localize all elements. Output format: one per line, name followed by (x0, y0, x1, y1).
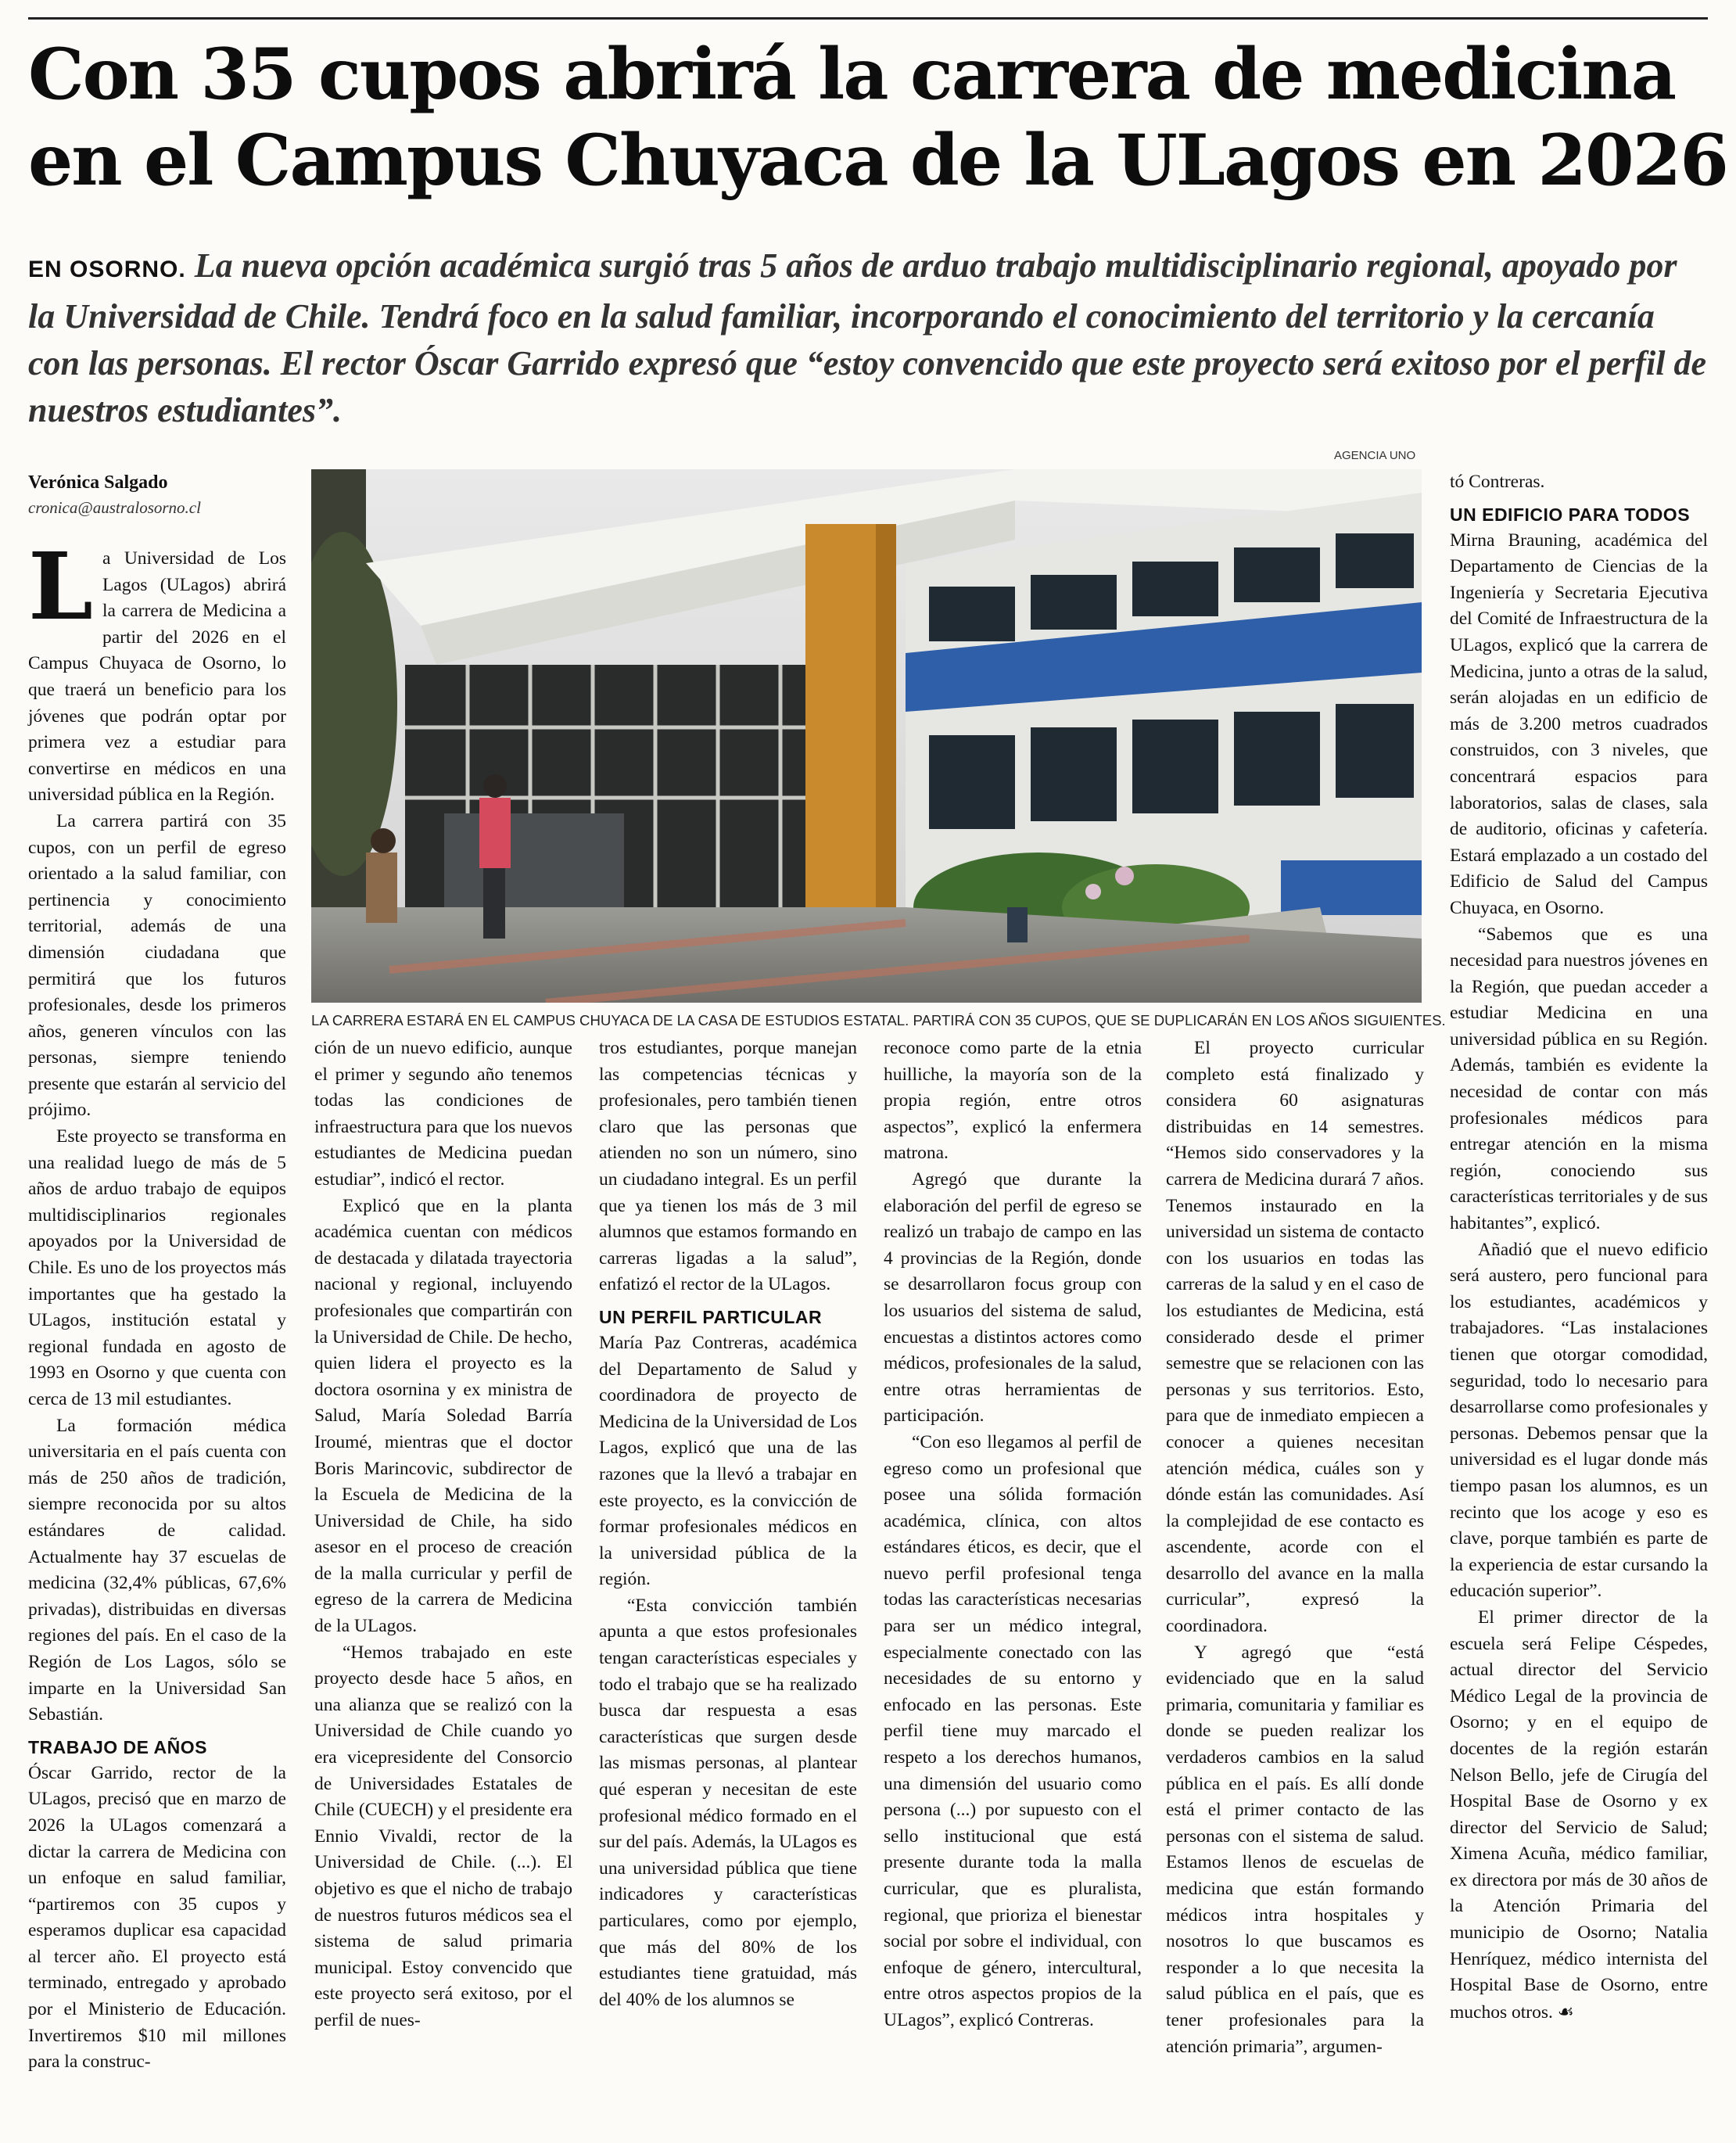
lead-text: La nueva opción académica surgió tras 5 años de arduo trabajo multidisciplinario regional, apoyado por la Universidad de Chile. Tendrá foco en la salud familiar, incorporando el conocimiento del territorio y la cercanía con las personas. El rector Óscar Garrido expresó que “estoy convencido que este proyecto será exitoso por el perfil de nuestros estudiantes”. (28, 246, 1706, 429)
lead-kicker: EN OSORNO. (28, 257, 186, 282)
photo-caption: LA CARRERA ESTARÁ EN EL CAMPUS CHUYACA DE LA CASA DE ESTUDIOS ESTATAL. PARTIRÁ CON 35 CUPOS, QUE SE DUPLICARÁN EN LOS AÑOS SIGUIENTES. (311, 1012, 1446, 1028)
paragraph: “Con eso llegamos al perfil de egreso como un profesional que posee una sólida formación académica, clínica, con altos estándares éticos, es decir, que el nuevo perfil profesional tenga todas las características necesarias para ser un médico integral, especialmente conectado con las necesidades de su entorno y enfocado en las personas. Este perfil tiene muy marcado el respeto a los derechos humanos, una dimensión del usuario como persona (...) por supuesto con el sello institucional que está presente durante toda la malla curricular, que es pluralista, regional, que prioriza el bienestar social por sobre el individual, con enfoque de género, intercultural, entre otros aspectos propios de la ULagos”, explicó Contreras. (884, 1431, 1142, 2030)
column-2 (314, 1036, 572, 2034)
end-mark-icon: ☙ (1557, 2000, 1574, 2023)
headline-line-2: en el Campus Chuyaca de la ULagos en 2026 (28, 119, 1727, 202)
article-body (28, 449, 1708, 2143)
column-5 (1166, 1036, 1424, 2060)
paragraph: Óscar Garrido, rector de la ULagos, precisó que en marzo de 2026 la ULagos comenzará a dictar la carrera de Medicina con un enfoque en salud familiar, “partiremos con 35 cupos y esperamos duplicar esa capacidad al tercer año. El proyecto está terminado, entregado y aprobado por el Ministerio de Educación. Invertiremos $10 mil millones para la construc- (28, 1762, 286, 2073)
campus-building-illustration (311, 469, 1422, 1003)
paragraph: María Paz Contreras, académica del Departamento de Salud y coordinadora de proyecto de Medicina de la Universidad de Los Lagos, explicó que una de las razones que la llevó a trabajar en este proyecto, es la convicción de formar profesionales médicos en la universidad pública de la región. (599, 1332, 857, 1590)
paragraph: Añadió que el nuevo edificio será austero, pero funcional para los estudiantes, académicos y trabajadores. “Las instalaciones tienen que otorgar comodidad, seguridad, todo lo necesario para desarrollarse como profesionales y personas. Debemos pensar que la universidad es el lugar donde más tiempo pasan los alumnos, es un recinto que los acoge y eso es clave, porque también es parte de la experiencia de estar cursando la educación superior”. (1450, 1239, 1708, 1602)
paragraph: Este proyecto se transforma en una realidad luego de más de 5 años de arduo trabajo de equipos multidisciplinarios regionales apoyados por la Universidad de Chile. Es uno de los proyectos más importantes que ha gestado la ULagos, institución estatal y regional fundada en agosto de 1993 en Osorno y que cuenta con cerca de 13 mil estudiantes. (28, 1126, 286, 1409)
paragraph-text: El primer director de la escuela será Felipe Céspedes, actual director del Servicio Médico Legal de la provincia de Osorno; y en el equipo de docentes de la región estarán Nelson Bello, jefe de Cirugía del Hospital Base de Osorno y ex director del Servicio de Salud; Ximena Acuña, médico familiar, ex directora por más de 30 años de la Atención Primaria del municipio de Osorno; Natalia Henríquez, médico internista del Hospital Base de Osorno, entre muchos otros. (1450, 1606, 1708, 2023)
paragraph: ción de un nuevo edificio, aunque el primer y segundo año tenemos todas las condiciones de infraestructura para que los nuevos estudiantes de Medicina puedan estudiar”, indicó el rector. (314, 1038, 572, 1190)
photo-credit: AGENCIA UNO (1334, 449, 1416, 462)
paragraph: “Hemos trabajado en este proyecto desde hace 5 años, en una alianza que se realizó con la Universidad de Chile cuando yo era vicepresidente del Consorcio de Universidades Estatales de Chile (CUECH) y el presidente era Ennio Vivaldi, rector de la Universidad de Chile. (...). El objetivo es que el nicho de trabajo de nuestros futuros médicos sea el sistema de salud primaria municipal. Estoy convencido que este proyecto será exitoso, por el perfil de nues- (314, 1642, 572, 2030)
column-4 (884, 1036, 1142, 2034)
top-rule (28, 17, 1708, 20)
paragraph (1450, 1605, 1708, 2026)
byline-email[interactable]: cronica@australosorno.cl (28, 498, 201, 517)
column-1 (28, 469, 286, 2076)
lead-paragraph (28, 242, 1709, 434)
subheading-un-perfil-particular: UN PERFIL PARTICULAR (599, 1306, 823, 1327)
paragraph: a Universidad de Los Lagos (ULagos) abrirá la carrera de Medicina a partir del 2026 en el Campus Chuyaca de Osorno, lo que traerá un beneficio para los jóvenes que podrán optar por primera vez a estudiar para convertirse en médicos en una universidad pública en la Región. (28, 548, 286, 806)
column-6 (1450, 469, 1708, 2026)
headline-line-1: Con 35 cupos abrirá la carrera de medicina (28, 33, 1676, 116)
paragraph: tros estudiantes, porque manejan las competencias técnicas y profesionales, pero también tienen claro que las personas que atienden no son un número, sino un ciudadano integral. Es un perfil que ya tienen los más de 3 mil alumnos que estamos formando en carreras ligadas a la salud”, enfatizó el rector de la ULagos. (599, 1038, 857, 1295)
paragraph: Explicó que en la planta académica cuentan con médicos de destacada y dilatada trayectoria nacional y regional, incluyendo profesionales que compartirán con la Universidad de Chile. De hecho, quien lidera el proyecto es la doctora osornina y ex ministra de Salud, María Soledad Barría Iroumé, mientras que el doctor Boris Marincovic, subdirector de la Escuela de Medicina de la Universidad de Chile, ha sido asesor en el proceso de creación de la malla curricular y perfil de egreso de la carrera de Medicina de la ULagos. (314, 1195, 572, 1637)
paragraph: tó Contreras. (1450, 472, 1545, 492)
headline (28, 31, 1727, 203)
paragraph: El proyecto curricular completo está finalizado y considera 60 asignaturas distribuidas en 14 semestres. “Hemos sido conservadores y la carrera de Medicina durará 7 años. Tenemos instaurado en la universidad un sistema de contacto con los usuarios en todas las carreras de la salud y en el caso de los estudiantes de Medicina, está considerado desde el primer semestre que se relacionen con las personas y sus territorios. Esto, para que de inmediato empiecen a conocer a quienes necesitan atención médica, cuáles son y dónde están las comunidades. Así la complejidad de ese contacto es ascendente, acorde con el desarrollo del avance en la malla curricular”, expresó la coordinadora. (1166, 1038, 1424, 1637)
paragraph: “Esta convicción también apunta a que estos profesionales tengan características especiales y todo el trabajo que se ha realizado busca dar respuesta a esas características que surgen desde las mismas personas, al plantear qué esperan y necesitan de este profesional médico formado en el sur del país. Además, la ULagos es una universidad pública que tiene indicadores y características particulares, como por ejemplo, que más del 80% de los estudiantes tiene gratuidad, más del 40% de los alumnos se (599, 1595, 857, 2010)
paragraph: La formación médica universitaria en el país cuenta con más de 250 años de tradición, siempre reconocida por su altos estándares de calidad. Actualmente hay 37 escuelas de medicina (32,4% públicas, 67,6% privadas), distribuidas en diversas regiones del país. En el caso de la Región de Los Lagos, sólo se imparte en la Universidad San Sebastián. (28, 1415, 286, 1725)
byline-author: Verónica Salgado (28, 472, 168, 493)
subheading-un-edificio-para-todos: UN EDIFICIO PARA TODOS (1450, 504, 1691, 525)
paragraph: Y agregó que “está evidenciado que en la salud primaria, comunitaria y familiar es donde se pueden realizar los verdaderos cambios en la salud pública en el país. Es allí donde está el primer contacto de las personas con el sistema de salud. Estamos llenos de escuelas de medicina que están formando médicos intra hospitales y nosotros lo que buscamos es responder a lo que necesita la salud pública en el país, que es tener profesionales para la atención primaria”, argumen- (1166, 1642, 1424, 2057)
subheading-trabajo-de-anos: TRABAJO DE AÑOS (28, 1736, 207, 1757)
paragraph: reconoce como parte de la etnia huilliche, la mayoría son de la propia región, entre otros aspectos”, explicó la enfermera matrona. (884, 1038, 1142, 1164)
drop-cap: L (28, 532, 93, 641)
paragraph: Mirna Brauning, académica del Departamento de Ciencias de la Ingeniería y Secretaria Ejecutiva del Comité de Infraestructura de la ULagos, explicó que la carrera de Medicina, junto a otras de la salud, serán alojadas en un edificio de más de 3.200 metros cuadrados construidos, con 3 niveles, que concentrará espacios para laboratorios, salas de clases, sala de auditorio, oficinas y cafetería. Estará emplazado a un costado del Edificio de Salud del Campus Chuyaca, en Osorno. (1450, 529, 1708, 918)
paragraph: “Sabemos que es una necesidad para nuestros jóvenes en la Región, que puedan acceder a estudiar Medicina en una universidad pública en su Región. Además, también es evidente la necesidad de contar con más profesionales médicos para entregar atención en la misma región, conociendo sus características territoriales y de sus habitantes”, explicó. (1450, 924, 1708, 1234)
paragraph: La carrera partirá con 35 cupos, con un perfil de egreso orientado a la salud familiar, con pertinencia y conocimiento territorial, además de una dimensión ciudadana que permitirá que los futuros profesionales, desde los primeros años, generen vínculos con las personas, siempre teniendo presente que estarán al servicio del prójimo. (28, 810, 286, 1121)
column-3 (599, 1036, 857, 2013)
paragraph: Agregó que durante la elaboración del perfil de egreso se realizó un trabajo de campo en las 4 provincias de la Región, donde se desarrollaron focus group con los usuarios del sistema de salud, encuestas a distintos actores como médicos, profesionales de la salud, entre otras herramientas de participación. (884, 1168, 1142, 1427)
campus-photo (311, 469, 1422, 1003)
